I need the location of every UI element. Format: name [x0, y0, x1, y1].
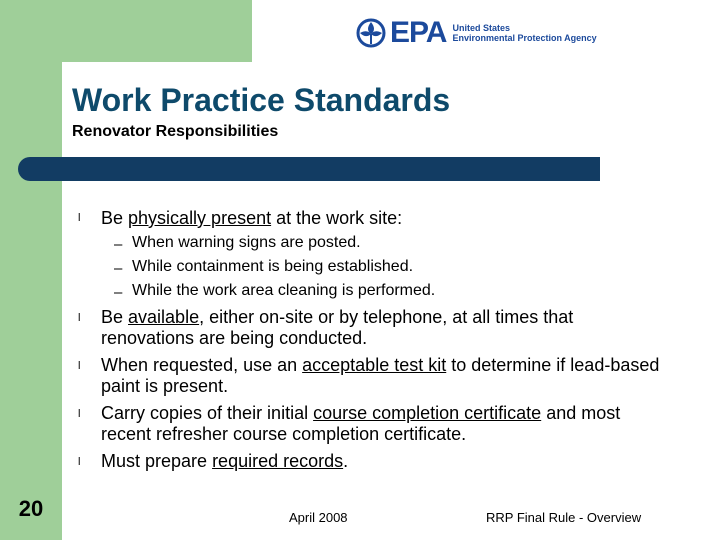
bullet-marker: l [78, 212, 81, 224]
bullet-link-physically-present: physically present [128, 208, 272, 228]
bullet-item-available [101, 307, 661, 349]
bullet-item-certificate [101, 403, 661, 445]
bullet-text-pre: Must prepare [101, 451, 213, 471]
bullet-text-pre: Carry copies of their initial [101, 403, 314, 423]
bullet-text-pre: When requested, use an [101, 355, 303, 375]
bullet-link-available: available [128, 307, 200, 327]
sub-bullet-warning-signs: When warning signs are posted. [132, 234, 361, 251]
bullet-item-test-kit [101, 355, 661, 397]
bullet-marker: l [78, 456, 81, 468]
bullet-marker: l [78, 360, 81, 372]
bullet-link-records: required records [212, 451, 344, 471]
bullet-text-post: . [343, 451, 349, 471]
bullet-item-physically-present [101, 208, 661, 229]
epa-flower-icon [356, 18, 386, 48]
bullet-marker: l [78, 312, 81, 324]
green-left-band [0, 0, 62, 540]
sub-bullet-dash: – [114, 260, 123, 277]
epa-logo [356, 16, 597, 50]
header-divider-bar [18, 157, 600, 181]
bullet-text-post: to determine if lead-based paint is present. [101, 355, 660, 396]
logo-agency-name [452, 23, 596, 43]
bullet-marker: l [78, 408, 81, 420]
logo-epa-text: EPA [390, 16, 447, 49]
bullet-text-post: , either on-site or by telephone, at all times that renovations are being conducted. [101, 307, 574, 348]
sub-bullet-dash: – [114, 284, 123, 301]
bullet-text-post: at the work site: [271, 208, 403, 228]
bullet-link-certificate: course completion certificate [313, 403, 542, 423]
footer-caption: RRP Final Rule - Overview [486, 510, 642, 525]
bullet-text-pre: Be [101, 208, 129, 228]
bullet-text-pre: Be [101, 307, 129, 327]
logo-agency-line1: United States [452, 23, 510, 33]
slide-number: 20 [18, 496, 44, 521]
sub-bullet-containment: While containment is being established. [132, 258, 414, 275]
slide-subtitle: Renovator Responsibilities [72, 123, 279, 140]
bullet-item-records [101, 451, 661, 472]
sub-bullet-dash: – [114, 236, 123, 253]
footer-date: April 2008 [289, 510, 348, 525]
slide-title: Work Practice Standards [72, 82, 451, 118]
logo-agency-line2: Environmental Protection Agency [452, 33, 597, 43]
bullet-text-post: and most recent refresher course completion certificate. [101, 403, 621, 444]
bullet-link-test-kit: acceptable test kit [302, 355, 447, 375]
sub-bullet-cleaning: While the work area cleaning is performed. [132, 282, 436, 299]
